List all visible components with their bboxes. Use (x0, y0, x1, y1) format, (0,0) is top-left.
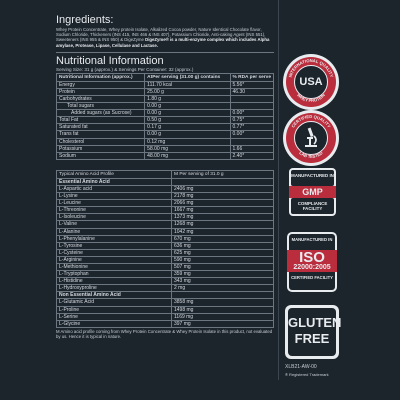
amino-row (57, 214, 274, 221)
amino-value: 343 mg (172, 278, 274, 285)
nutrition-row (57, 131, 274, 138)
nutrient-value: 0.50 g (145, 117, 230, 124)
amino-row (57, 242, 274, 249)
amino-name: L-Lysine (57, 193, 172, 200)
nutrient-name: Added sugars (as Sucrose) (57, 110, 145, 117)
nutrition-row (57, 81, 274, 88)
nutrient-value: 1.80 g (145, 96, 230, 103)
amino-name: L-Glycine (57, 320, 172, 327)
gmp-middle-text: GMP (289, 186, 336, 198)
amino-name: L-Threonine (57, 207, 172, 214)
nutrition-table (56, 73, 274, 160)
amino-row (57, 193, 274, 200)
amino-row (57, 313, 274, 320)
nutrition-row (57, 103, 274, 110)
amino-name: L-Aspartic acid (57, 185, 172, 192)
nutrient-value: 48.00 mg (145, 152, 230, 159)
amino-name: L-Methionine (57, 263, 172, 270)
nutrient-rda: 1.66 (230, 145, 273, 152)
serving-info: Serving Size: 31 g (approx.) & Servings Per Container: 32 (approx.) (56, 66, 194, 72)
amino-group-row (57, 178, 274, 185)
iso-word: ISO (299, 249, 325, 266)
amino-acid-table (56, 170, 274, 328)
nutrition-header-value: AtPer serving (31.00 g) contains (145, 73, 230, 81)
nutrition-row (57, 117, 274, 124)
amino-row (57, 221, 274, 228)
amino-value: 3858 mg (172, 299, 274, 306)
nutrient-rda: 2.40* (230, 152, 273, 159)
amino-group-label: Essential Amino Acid (57, 178, 172, 185)
iso-bottom-text: CERTIFIED FACILITY (289, 272, 335, 290)
amino-row (57, 256, 274, 263)
nutrient-name: Potassium (57, 145, 145, 152)
svg-text:INTERNATIONAL QUALITY: INTERNATIONAL QUALITY (287, 57, 335, 78)
amino-name: L-Cysteine (57, 249, 172, 256)
nutrition-header-rda: % RDA per serve (230, 73, 273, 81)
nutrient-rda: 5.56* (230, 81, 273, 88)
amino-row (57, 263, 274, 270)
svg-text:WHEY PROTEIN: WHEY PROTEIN (296, 92, 326, 104)
amino-value: 1268 mg (172, 221, 274, 228)
amino-value: 1373 mg (172, 214, 274, 221)
nutrition-row (57, 152, 274, 159)
lab-tested-badge (283, 110, 339, 166)
amino-name: L-Tyrosine (57, 242, 172, 249)
nutrient-value: 0.12 mg (145, 138, 230, 145)
amino-group-row (57, 292, 274, 299)
nutrition-header-name: Nutritional Information (approx.) (57, 73, 145, 81)
microscope-icon (302, 127, 320, 149)
nutrient-value: 0.00 g (145, 110, 230, 117)
amino-row (57, 278, 274, 285)
amino-row (57, 285, 274, 292)
amino-row (57, 299, 274, 306)
nutrient-name: Sodium (57, 152, 145, 159)
gluten-free-badge (285, 305, 342, 359)
amino-name: L-Histidine (57, 278, 172, 285)
digezyme-note: DigeZyme® is a multi-enzyme complex which includes Alpha amylase, Protease, Lipase, Cellulase and Lactase. (56, 37, 270, 48)
amino-name: L-Proline (57, 306, 172, 313)
amino-name: L-Tryptophan (57, 271, 172, 278)
amino-value: 397 mg (172, 320, 274, 327)
gmp-top-text: MANUFACTURED IN (291, 170, 334, 186)
amino-row (57, 228, 274, 235)
nutrient-name: Total Fat (57, 117, 145, 124)
nutrient-value: 0.00 g (145, 103, 230, 110)
iso-badge (287, 232, 337, 292)
amino-row (57, 207, 274, 214)
amino-value: 2066 mg (172, 200, 274, 207)
amino-value: 2 mg (172, 285, 274, 292)
iso-top-text: MANUFACTURED IN (289, 234, 335, 250)
nutrition-row (57, 110, 274, 117)
amino-row (57, 271, 274, 278)
amino-row (57, 306, 274, 313)
amino-value: 2406 mg (172, 185, 274, 192)
gmp-bottom-text: COMPLIANCE FACILITY (291, 198, 334, 214)
amino-group-label: Non Essential Amino Acid (57, 292, 172, 299)
nutrition-row (57, 145, 274, 152)
amino-value: 590 mg (172, 256, 274, 263)
amino-value: 625 mg (172, 249, 274, 256)
usa-center-text: USA (299, 76, 323, 88)
amino-value: 1498 mg (172, 306, 274, 313)
amino-value: 2178 mg (172, 193, 274, 200)
trademark-note: ® Registered Trademark (285, 372, 329, 377)
nutrient-name: Trans fat (57, 131, 145, 138)
nutrient-name: Carbohydrates (57, 96, 145, 103)
nutrient-rda: 0.75* (230, 117, 273, 124)
amino-name: L-Alanine (57, 228, 172, 235)
gmp-badge (289, 168, 336, 216)
svg-text:LAB TESTED: LAB TESTED (298, 150, 324, 160)
amino-header-value: M Per serving of 31.0 g (172, 170, 274, 178)
nutrition-header-row (57, 73, 274, 81)
nutrient-value: 58.00 mg (145, 145, 230, 152)
nutrition-row (57, 138, 274, 145)
amino-value: 670 mg (172, 235, 274, 242)
nutrient-rda: 0.77* (230, 124, 273, 131)
amino-row (57, 185, 274, 192)
gluten-line1: GLUTEN (288, 315, 342, 330)
nutrient-rda: 46.30 (230, 88, 273, 95)
gluten-line2: FREE (294, 331, 330, 346)
nutrition-row (57, 124, 274, 131)
amino-name: L-Arginine (57, 256, 172, 263)
nutrient-value: 0.17 g (145, 124, 230, 131)
amino-row (57, 320, 274, 327)
amino-footnote: M Amino acid profile coming from Whey Protein Concentrate & Whey Protein Isolate in this product, not evaluated by us. Hence it is typical in nature. (56, 328, 273, 340)
amino-name: L-Hydroxyproline (57, 285, 172, 292)
amino-name: L-Isoleucine (57, 214, 172, 221)
ingredients-title: Ingredients: (56, 14, 114, 26)
nutrient-name: Total sugars (57, 103, 145, 110)
nutrient-rda (230, 138, 273, 145)
ingredients-list: Whey Protein Concentrate, Whey protein Isolate, Alkalized Cocoa powder, Nature Identical Chocolate flavor, Sodium Chloride, Thickeners (INS 415, INS 466 & INS 407), Potassium Chloride, Anti-caking Agent (INS 551), Sweeteners (INS 955 & INS 950) & DigeZyme (56, 27, 266, 43)
nutrient-value: 25.00 g (145, 88, 230, 95)
amino-header-name: Typical Amino Acid Profile (57, 170, 172, 178)
amino-name: L-Leucine (57, 200, 172, 207)
amino-name: L-Serine (57, 313, 172, 320)
label-panel (56, 14, 274, 339)
svg-text:CERTIFIED QUALITY: CERTIFIED QUALITY (290, 113, 332, 129)
amino-value: 507 mg (172, 263, 274, 270)
nutrient-name: Protein (57, 88, 145, 95)
amino-group-blank (172, 178, 274, 185)
nutrient-rda (230, 96, 273, 103)
nutrition-row (57, 88, 274, 95)
amino-name: L-Valine (57, 221, 172, 228)
amino-value: 359 mg (172, 271, 274, 278)
nutrient-value: 111.70 kcal (145, 81, 230, 88)
usa-whey-protein-badge (283, 54, 339, 110)
amino-value: 1169 mg (172, 313, 274, 320)
nutrient-value: 0.00 g (145, 131, 230, 138)
amino-row (57, 235, 274, 242)
amino-value: 1667 mg (172, 207, 274, 214)
ingredients-text (56, 27, 274, 48)
amino-row (57, 249, 274, 256)
amino-group-blank (172, 292, 274, 299)
nutrition-title: Nutritional Information (56, 52, 274, 67)
nutrient-rda: 0.00* (230, 110, 273, 117)
nutrient-name: Energy (57, 81, 145, 88)
amino-value: 1042 mg (172, 228, 274, 235)
amino-row (57, 200, 274, 207)
column-divider (278, 0, 279, 380)
nutrient-rda: 0.00* (230, 131, 273, 138)
product-code: XLB21-AW-00 (285, 364, 317, 370)
amino-name: L-Glutamic Acid (57, 299, 172, 306)
nutrient-name: Saturated fat (57, 124, 145, 131)
iso-number: 22000:2005 (293, 264, 331, 271)
nutrient-rda (230, 103, 273, 110)
amino-name: L-Phenylalanine (57, 235, 172, 242)
nutrition-row (57, 96, 274, 103)
amino-value: 636 mg (172, 242, 274, 249)
nutrient-name: Cholesterol (57, 138, 145, 145)
amino-header-row (57, 170, 274, 178)
